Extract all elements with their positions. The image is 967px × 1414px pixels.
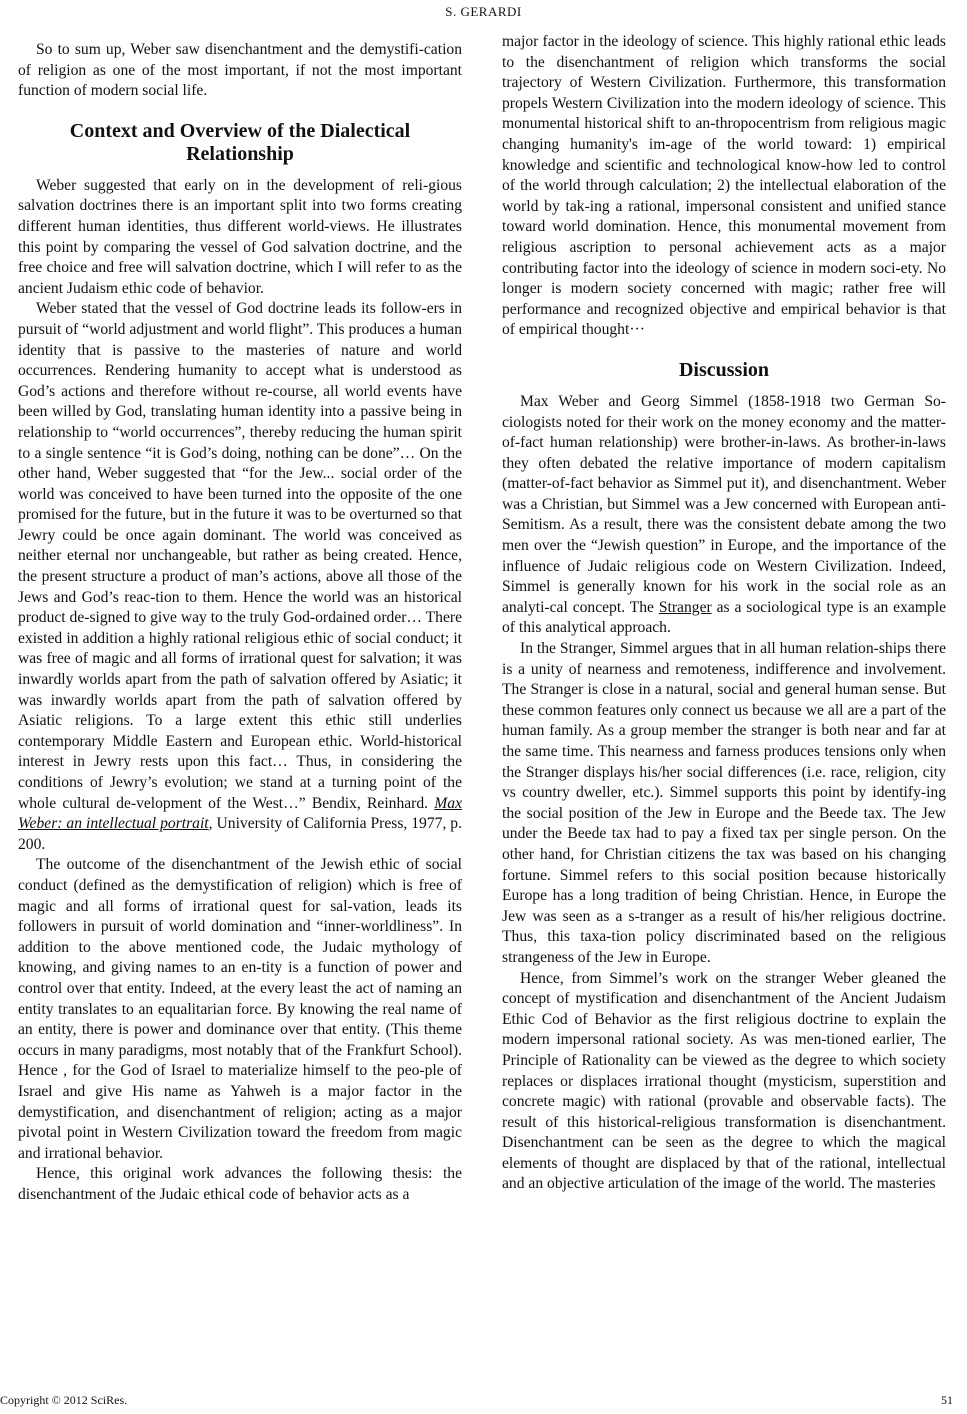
book-title-link[interactable]: Max Weber: an intellectual portrait: [18, 794, 462, 833]
paragraph: So to sum up, Weber saw disenchantment and the demystifi-cation of religion as one of the most important, if not the most important function of modern social life.: [18, 41, 462, 100]
paragraph: major factor in the ideology of science. This highly rational ethic leads to the disenchantment of religion which transforms the social trajectory of Western Civilization. Furthermore, this transformation propels Western Civilization into the modern ideology of science. This monumental historical shift to an-thropocentrism from religious magic changing humanity's im-age of the world toward: 1) empirical knowledge and scientific and technological know-how led to control of the world through calculation; 2) the intellectual elaboration of the world by tak-ing a rational, impersonal consistent and unified stance toward world domination. Hence, this monumental movement from religious ascription to personal achievement acts as a major contributing factor into the ideology of science in modern soci-ety. No longer is modern society concerned with magic; rather free will performance and recognized objective and empirical behavior is that of empirical thought···: [502, 33, 946, 339]
running-head: S. GERARDI: [445, 4, 522, 19]
stranger-link[interactable]: Stranger: [658, 598, 712, 616]
copyright-footer: Copyright © 2012 SciRes.: [0, 1393, 128, 1407]
paragraph: Hence, from Simmel’s work on the stranger Weber gleaned the concept of mystification and disenchantment of the Ancient Judaism Ethic Cod of Behavior as the first religious doctrine to explain the modern impersonal rational society. As was men-tioned earlier, The Principle of Rationality can be viewed as the degree to which society replaces or displaces irrational thought (mysticism, superstition and concrete magic) with rational (provable and observable facts). The result of this historical-religious transformation is disenchantment. Disenchantment can be seen as the degree to which the magical elements of thought are displaced by that of the rational, intellectual and an objective articulation of the image of the world. The masteries: [502, 969, 946, 1193]
paragraph-text: as a sociological type is an example of this analytical approach.: [502, 598, 947, 637]
section-heading: Discussion: [678, 358, 770, 381]
paragraph-text: , University of California Press, 1977, p. 200.: [18, 815, 463, 853]
paragraph: In the Stranger, Simmel argues that in all human relation-ships there is a unity of nearness and remoteness, indifference and involvement. The Stranger is close in a natural, social and general human sense. But these common features only connect us because we all are a part of the human family. As a group member the stranger is both near and far at the same time. This nearness and farness produces tensions only when the Stranger displays his/her social differences (i.e. race, religion, city vs country dweller, etc.). Simmel supports this point by identify-ing the social position of the Jew in Europe and the Beede tax. The Jew under the Beede tax had to pay a fixed tax per single person. On the other hand, for Christian citizens the tax was based on his changing fortune. Simmel refers to this social position because historically Europe has a long tradition of being Christian. Hence, in Europe the Jew was seen as a s-tranger as a result of his/her religious doctrine. Thus, this taxa-tion policy discriminated based on the religious strangeness of the Jew in Europe.: [502, 640, 946, 966]
page-number: 51: [941, 1393, 953, 1407]
paragraph: [502, 392, 946, 639]
right-column: [502, 32, 946, 1195]
paragraph: [18, 299, 462, 855]
section-heading: Context and Overview of the Dialectical Relationship: [69, 119, 411, 165]
paragraph: The outcome of the disenchantment of the Jewish ethic of social conduct (defined as the demystification of religion) which is free of magic and all forms of irrational quest for sal-vation, leads its followers in pursuit of world domination and “inner-worldliness”. In addition to the above mentioned code, the Judaic mythology of knowing, and giving names to an en-tity is a function of power and control over that entity. Indeed, at the every least the act of naming an entity translates to an equalitarian force. By knowing the real name of an entity, there is power and dominance over that entity. (This theme occurs in many paradigms, most notably that of the Frankfurt School). Hence , for the God of Israel to materialize himself to the peo-ple of Israel and give His name as Yahweh is a major factor in the demystification, and disenchantment of religion; acting as a major pivotal point in Western Civilization toward the freedom from magic and irrational behavior.: [18, 856, 462, 1162]
paragraph-text: Weber stated that the vessel of God doctrine leads its follow-ers in pursuit of “world adjustment and world flight”. This produces a human identity that is passive to the masteries of nature and world occurrences. Rendering humanity to accept what is understood as God’s actions and therefore without re-course, all world events have been willed by God, translating human identity into a passive being in relationship to “world occurrences”, thereby reducing the human spirit to a single sentence “it is God’s doing, nothing can be done”… On the other hand, Weber suggested that “for the Jew... social order of the world was conceived to have been turned into the opposite of the one promised for the future, but in the future it was to be overturned so that Jewry could be once again dominant. The world was conceived as neither eternal nor unchangeable, but rather as being created. Hence, the present structure a product of man’s actions, above all those of the Jews and God’s reac-tion to them. Hence the world was an historical product de-signed to give way to the truly God-ordained order… There existed in addition a highly rational religious ethic of social conduct; it was free of magic and all forms of irrational quest for salvation; it was inwardly worlds apart from the path of salvation offered by Asiatic; it was inwardly worlds apart from the path of salvation offered by Asiatic religions. To a large extent this ethic still underlies contemporary Middle Eastern and European ethic. World-historical interest in Jewry rests upon this fact… Thus, in considering the conditions of Jewry’s evolution; we stand at a turning point of the whole cultural de-velopment of the West…” Bendix, Reinhard.: [18, 300, 463, 812]
paragraph: Hence, this original work advances the following thesis: the disenchantment of the Judaic ethical code of behavior acts as a: [18, 1165, 462, 1203]
left-column: [18, 40, 462, 1205]
paragraph-text: Max Weber and Georg Simmel (1858-1918 two German So-ciologists noted for their work on the money economy and the matter-of-fact human relationship) were brother-in-laws. As brother-in-laws they often debated the relative importance of modern capitalism (matter-of-fact behavior as Simmel put it), and disenchantment. Weber was a Christian, but Simmel was a Jew concerned with European anti-Semitism. As a result, there was the consistent debate among the two men over the “Jewish question” in Europe, and the importance of the influence of Judaic religious code on Western Civilization. Indeed, Simmel is generally known for his work in the social role as an analyti-cal concept. The: [502, 392, 946, 616]
paragraph: Weber suggested that early on in the development of reli-gious salvation doctrines there is an important split into two forms creating different human identities, thus different world-views. He illustrates this point by comparing the vessel of God salvation doctrine, and the free choice and free will salvation doctrine, which I will refer to as the ancient Judaism ethic code of behavior.: [18, 176, 462, 297]
